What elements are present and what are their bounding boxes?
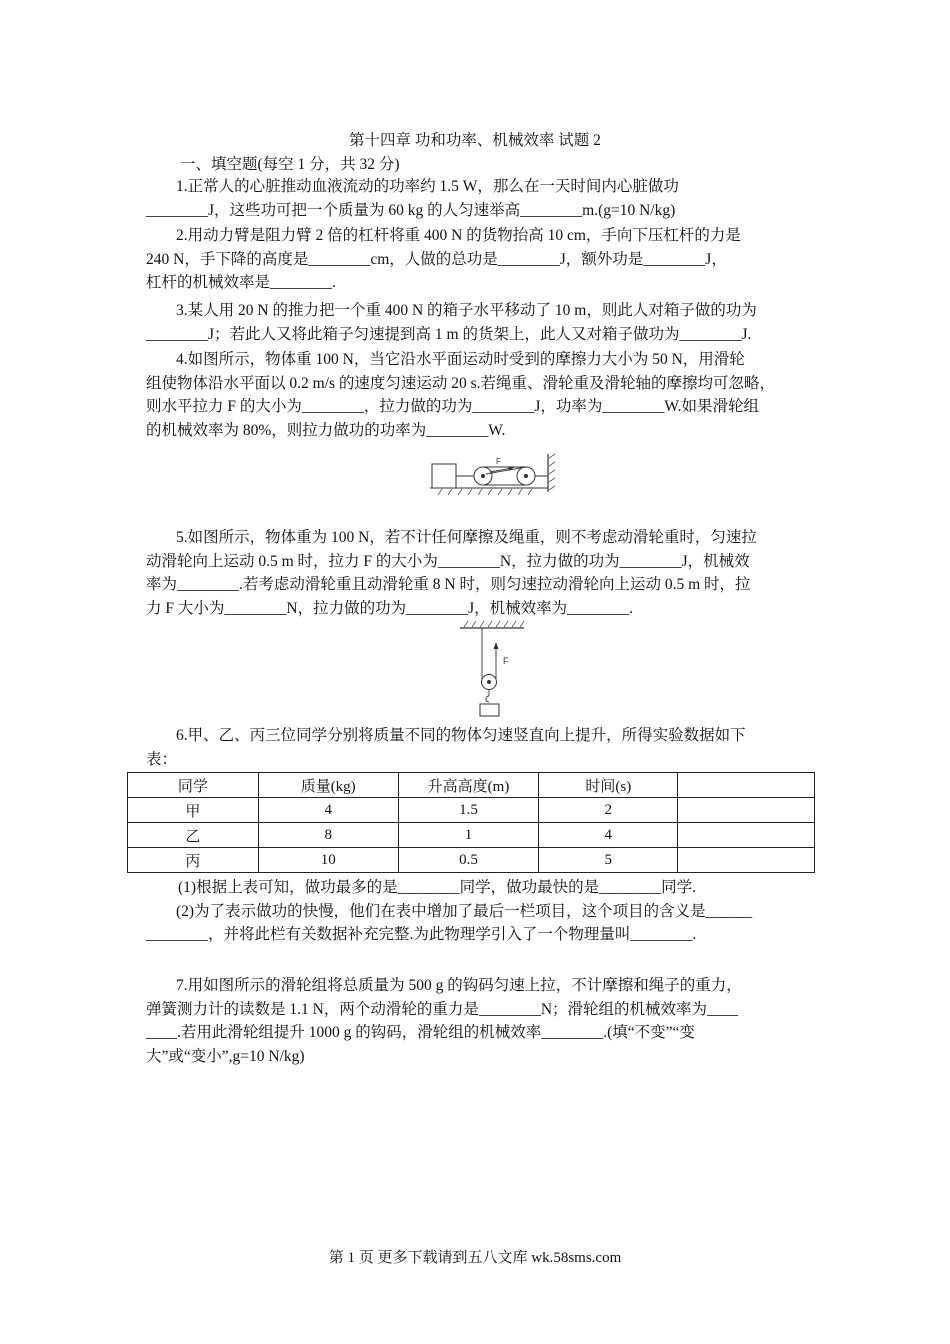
- table-cell: 甲: [128, 798, 259, 823]
- q7-line-4: 大”或“变小”,g=10 N/kg): [146, 1047, 305, 1065]
- q2-line-3: 杠杆的机械效率是________.: [146, 274, 336, 291]
- q5-line-3: 率为________.若考虑动滑轮重且动滑轮重 8 N 时，则匀速拉动滑轮向上运动 0.5 m 时，拉: [146, 576, 751, 593]
- horizontal-pulley-figure: [428, 450, 560, 498]
- q6-line-2: 表：: [146, 750, 178, 768]
- q5-line-2: 动滑轮向上运动 0.5 m 时，拉力 F 的大小为________N，拉力做的功为________J，机械效: [146, 552, 750, 570]
- table-cell: 10: [258, 848, 398, 873]
- q5-line-1: 5.如图所示，物体重为 100 N，若不计任何摩擦及绳重，则不考虑动滑轮重时，匀速拉: [176, 529, 757, 546]
- question-7: [146, 974, 808, 1068]
- table-header: 同学: [128, 773, 259, 798]
- q3-line-1: 3.某人用 20 N 的推力把一个重 400 N 的箱子水平移动了 10 m，则此人对箱子做的功为: [176, 302, 757, 319]
- q5-force-label: F: [503, 656, 509, 666]
- q2-line-2: 240 N，手下降的高度是________cm，人做的总功是________J，额外功是________J，: [146, 250, 727, 268]
- table-header: 时间(s): [539, 773, 678, 798]
- table-header: 升高高度(m): [398, 773, 539, 798]
- q4-line-3: 则水平拉力 F 的大小为________，拉力做的功为________J，功率为________W.如果滑轮组: [146, 398, 759, 415]
- table-row: [128, 823, 815, 848]
- q4-line-2: 组使物体沿水平面以 0.2 m/s 的速度匀速运动 20 s.若绳重、滑轮重及滑轮轴的摩擦均可忽略，: [146, 374, 776, 392]
- table-cell: 5: [539, 848, 678, 873]
- table-cell: 1: [398, 823, 539, 848]
- q1-line-2: ________J，这些功可把一个质量为 60 kg 的人匀速举高________m.(g=10 N/kg): [146, 201, 676, 219]
- table-cell: 丙: [128, 848, 259, 873]
- table-cell: 1.5: [398, 798, 539, 823]
- table-cell: [678, 823, 815, 848]
- table-row: [128, 848, 815, 873]
- q2-line-1: 2.用动力臂是阻力臂 2 倍的杠杆将重 400 N 的货物抬高 10 cm，手向下压杠杆的力是: [176, 227, 741, 244]
- q7-line-2: 弹簧测力计的读数是 1.1 N，两个动滑轮的重力是________N；滑轮组的机械效率为____: [146, 1000, 739, 1018]
- q3-line-2: ________J；若此人又将此箱子匀速提到高 1 m 的货架上，此人又对箱子做功为________J.: [146, 325, 752, 343]
- page-footer: 第 1 页 更多下载请到五八文库 wk.58sms.com: [328, 1250, 622, 1266]
- question-3: [146, 299, 808, 346]
- q6-sub-1: (1)根据上表可知，做功最多的是________同学，做功最快的是________同学.: [178, 879, 696, 896]
- page-title: 第十四章 功和功率、机械效率 试题 2: [349, 132, 601, 149]
- question-1: [146, 175, 808, 222]
- q6-sub-2-line-1: (2)为了表示做功的快慢，他们在表中增加了最后一栏项目，这个项目的含义是______: [176, 902, 753, 920]
- table-cell: 乙: [128, 823, 259, 848]
- table-header: [678, 773, 815, 798]
- table-cell: 0.5: [398, 848, 539, 873]
- table-row: [128, 798, 815, 823]
- q4-line-1: 4.如图所示，物体重 100 N，当它沿水平面运动时受到的摩擦力大小为 50 N，用滑轮: [176, 351, 745, 368]
- table-cell: [678, 848, 815, 873]
- table-cell: 4: [258, 798, 398, 823]
- table-cell: [678, 798, 815, 823]
- table-header-row: [128, 773, 815, 798]
- question-2: [146, 224, 808, 295]
- q7-line-3: ____.若用此滑轮组提升 1000 g 的钩码，滑轮组的机械效率________.(填“不变”“变: [146, 1024, 695, 1041]
- experiment-data-table: [127, 772, 815, 873]
- q6-sub-2-line-2: ________，并将此栏有关数据补充完整.为此物理学引入了一个物理量叫________.: [146, 926, 697, 943]
- q5-line-4: 力 F 大小为________N，拉力做的功为________J，机械效率为________.: [146, 599, 633, 617]
- q6-line-1: 6.甲、乙、丙三位同学分别将质量不同的物体匀速竖直向上提升，所得实验数据如下: [176, 727, 746, 744]
- question-6-subquestions: [146, 876, 808, 947]
- question-6: [146, 724, 808, 771]
- question-5: [146, 526, 808, 620]
- q7-line-1: 7.用如图所示的滑轮组将总质量为 500 g 的钩码匀速上拉，不计摩擦和绳子的重力，: [176, 977, 742, 994]
- vertical-pulley-figure: [458, 618, 528, 720]
- section-heading: 一、填空题(每空 1 分，共 32 分): [180, 156, 400, 173]
- table-cell: 2: [539, 798, 678, 823]
- q4-line-4: 的机械效率为 80%，则拉力做功的功率为________W.: [146, 421, 506, 439]
- table-cell: 4: [539, 823, 678, 848]
- question-4: [146, 348, 808, 442]
- table-header: 质量(kg): [258, 773, 398, 798]
- q4-force-label: F: [496, 457, 501, 466]
- q1-line-1: 1.正常人的心脏推动血液流动的功率约 1.5 W，那么在一天时间内心脏做功: [176, 178, 679, 195]
- table-cell: 8: [258, 823, 398, 848]
